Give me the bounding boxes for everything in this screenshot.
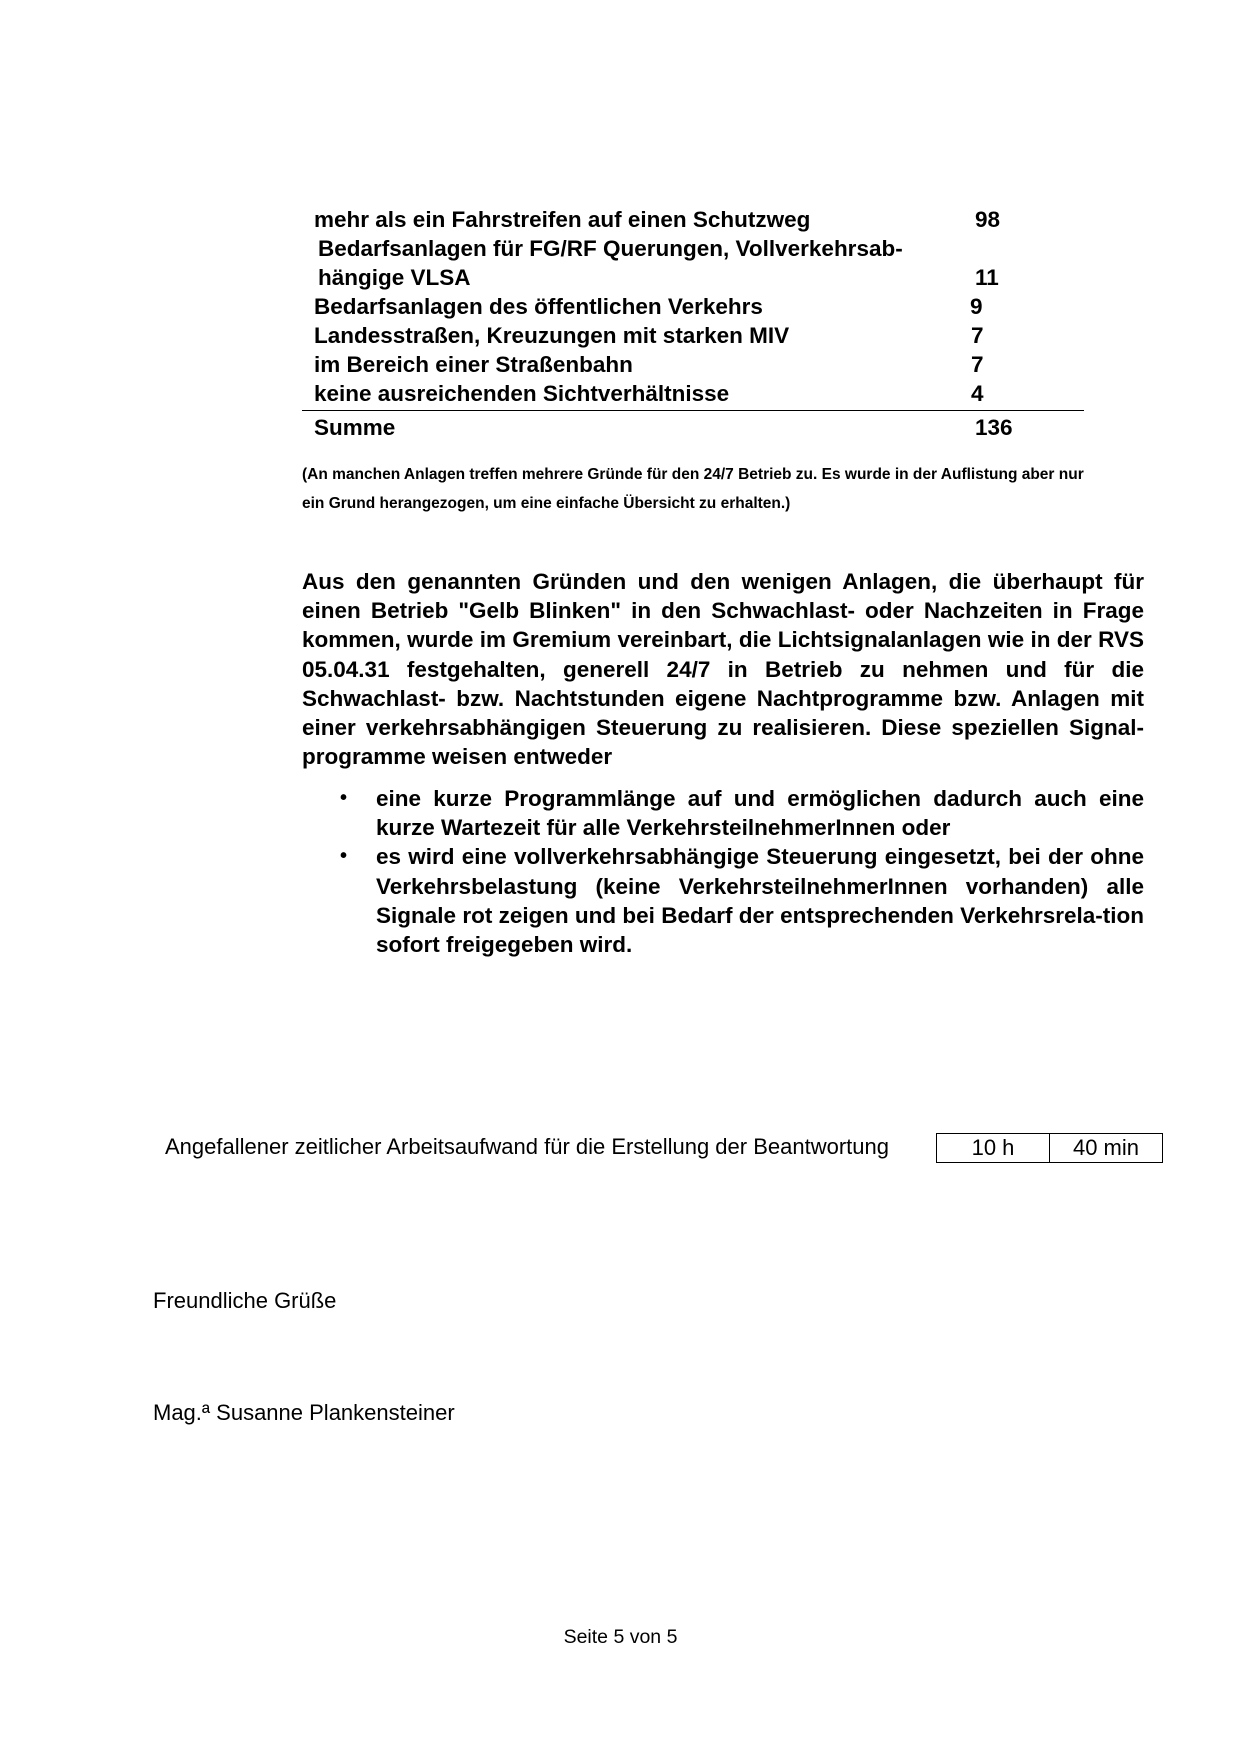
sum-row [302, 413, 1084, 443]
list-item [340, 784, 1144, 842]
row-label: keine ausreichenden Sichtverhältnisse [314, 381, 730, 406]
table-row [302, 234, 1084, 263]
list-item-text: eine kurze Programmlänge auf und ermöglichen dadurch auch eine kurze Wartezeit für alle VerkehrsteilnehmerInnen oder [376, 786, 1144, 841]
bullet-list [340, 784, 1144, 959]
list-item [340, 842, 1144, 959]
bullet-icon: • [340, 787, 348, 809]
row-value: 9 [970, 294, 983, 319]
table-row [302, 263, 1084, 292]
row-value: 11 [975, 265, 999, 290]
row-value: 7 [971, 323, 984, 348]
row-value: 4 [971, 381, 984, 406]
table-row [302, 321, 1084, 350]
row-label: mehr als ein Fahrstreifen auf einen Schutzweg [314, 207, 811, 232]
reasons-table [302, 205, 1084, 408]
signature-name: Mag.ª Susanne Plankensteiner [153, 1400, 455, 1425]
row-value: 7 [971, 352, 984, 377]
effort-box [936, 1133, 1163, 1163]
table-row [302, 292, 1084, 321]
table-row [302, 205, 1084, 234]
sum-value: 136 [975, 415, 1013, 440]
list-item-text: es wird eine vollverkehrsabhängige Steuerung eingesetzt, bei der ohne Verkehrsbelastung (keine VerkehrsteilnehmerInnen vorhanden) alle Signale rot zeigen und bei Bedarf der entsprechenden Verkehrsrela-tion sofort freigegeben wird. [376, 844, 1144, 958]
row-label: Landesstraßen, Kreuzungen mit starken MIV [314, 323, 790, 348]
row-label: Bedarfsanlagen des öffentlichen Verkehrs [314, 294, 763, 319]
row-label: im Bereich einer Straßenbahn [314, 352, 633, 377]
table-row [302, 379, 1084, 408]
footnote-line-2: ein Grund herangezogen, um eine einfache Übersicht zu erhalten.) [302, 495, 791, 512]
sum-divider [302, 410, 1084, 411]
main-paragraph: Aus den genannten Gründen und den wenigen Anlagen, die überhaupt für einen Betrieb "Gelb Blinken" in den Schwachlast- oder Nachzeiten in Frage kommen, wurde im Gremium vereinbart, die Lichtsignalanlagen wie in der RVS 05.04.31 festgehalten, generell 24/7 in Betrieb zu nehmen und für die Schwachlast- bzw. Nachtstunden eigene Nachtprogramme bzw. Anlagen mit einer verkehrsabhängigen Steuerung zu realisieren. Diese speziellen Signal-programme weisen entweder [302, 569, 1144, 770]
page-number: Seite 5 von 5 [563, 1626, 678, 1648]
row-label: Bedarfsanlagen für FG/RF Querungen, Vollverkehrsab- [318, 236, 903, 261]
sum-label: Summe [314, 415, 396, 440]
table-footnote [302, 460, 1144, 518]
effort-minutes: 40 min [1049, 1134, 1162, 1162]
table-row [302, 350, 1084, 379]
closing-greeting: Freundliche Grüße [153, 1288, 337, 1313]
footnote-line-1: (An manchen Anlagen treffen mehrere Gründe für den 24/7 Betrieb zu. Es wurde in der Auflistung aber nur [302, 466, 1084, 483]
effort-hours: 10 h [971, 1135, 1015, 1160]
row-value: 98 [975, 207, 1001, 232]
bullet-icon: • [340, 845, 348, 868]
row-label: hängige VLSA [318, 265, 471, 290]
effort-label: Angefallener zeitlicher Arbeitsaufwand für die Erstellung der Beantwortung [165, 1134, 889, 1159]
